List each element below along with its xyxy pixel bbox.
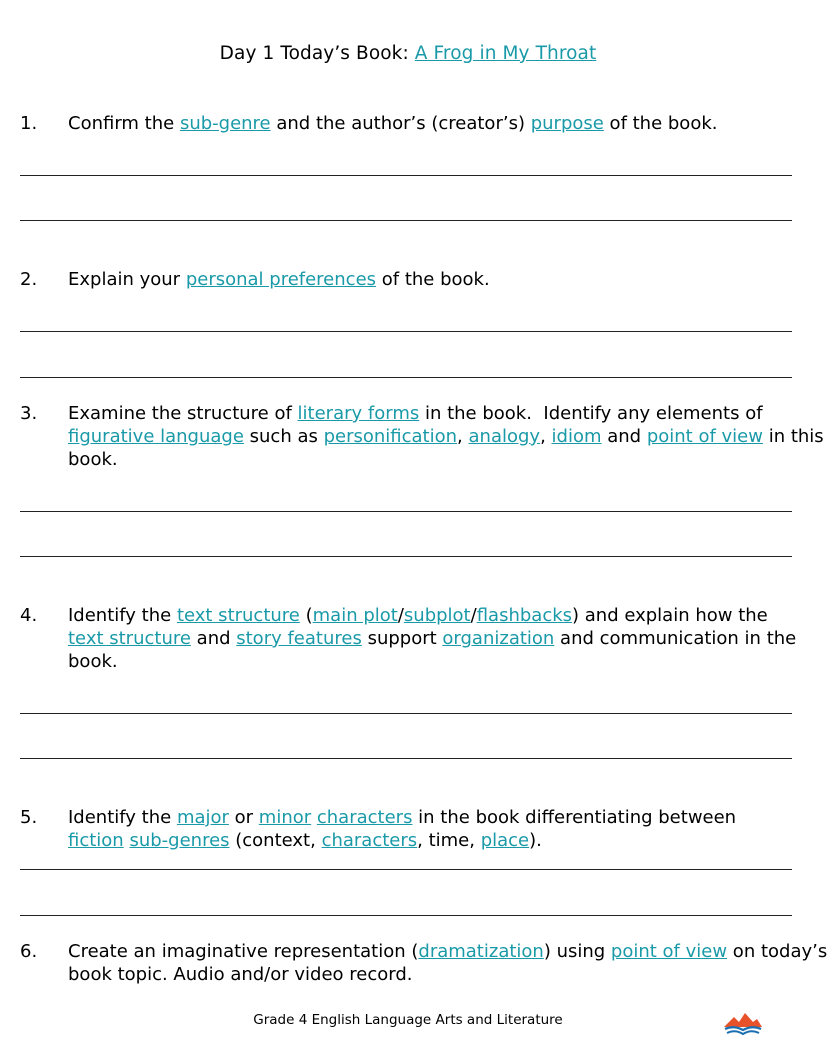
question-text-run: ) and explain how the	[572, 605, 768, 626]
question-text	[68, 402, 824, 471]
question-text-run: and	[190, 628, 237, 649]
glossary-link[interactable]: literary forms	[297, 403, 420, 424]
question-text-run: Examine the structure of	[68, 403, 298, 424]
question-text-run: on today’s	[727, 941, 827, 962]
question-text-line	[68, 425, 824, 448]
answer-line[interactable]	[20, 713, 792, 714]
question-text-run: ,	[540, 426, 552, 447]
question-text-run: in this	[762, 426, 824, 447]
question-text-run: (context,	[229, 830, 322, 851]
glossary-link[interactable]: point of view	[646, 426, 763, 447]
glossary-link[interactable]: main plot	[312, 605, 398, 626]
answer-line[interactable]	[20, 377, 792, 378]
glossary-link[interactable]: sub-genre	[179, 113, 271, 134]
question-text-run: /	[397, 605, 404, 626]
question-text-run: support	[361, 628, 443, 649]
question-text-run: in the book. Identify any elements of	[419, 403, 763, 424]
glossary-link[interactable]: organization	[442, 628, 555, 649]
answer-line[interactable]	[20, 511, 792, 512]
question-text-run: and communication in the	[554, 628, 797, 649]
question-number: 3.	[20, 403, 38, 424]
question-text	[68, 268, 800, 291]
question-text-run: Identify the	[68, 605, 177, 626]
title-prefix: Day 1 Today’s Book:	[219, 43, 415, 64]
glossary-link[interactable]: purpose	[530, 113, 604, 134]
answer-line[interactable]	[20, 331, 792, 332]
question-text-line	[68, 806, 800, 829]
answer-line[interactable]	[20, 175, 792, 176]
question-text-run: ) using	[543, 941, 611, 962]
glossary-link[interactable]: story features	[236, 628, 362, 649]
question-text-run: Confirm the	[68, 113, 180, 134]
glossary-link[interactable]: dramatization	[418, 941, 544, 962]
book-title-link[interactable]: A Frog in My Throat	[414, 43, 597, 64]
question-text-run: Create an imaginative representation (	[68, 941, 419, 962]
question-text-line	[68, 829, 800, 852]
question-text-run: and	[601, 426, 647, 447]
question-text-run: or	[228, 807, 259, 828]
question-text	[68, 940, 827, 986]
question-text	[68, 806, 800, 852]
answer-line[interactable]	[20, 758, 792, 759]
question-text-line	[68, 604, 800, 627]
glossary-link[interactable]: idiom	[551, 426, 602, 447]
page-title	[0, 43, 816, 64]
question-text	[68, 112, 800, 135]
question-text-run: book.	[68, 449, 118, 470]
question-number: 1.	[20, 113, 38, 134]
question-text-line	[68, 448, 800, 471]
question-number: 5.	[20, 807, 38, 828]
answer-line[interactable]	[20, 220, 792, 221]
glossary-link[interactable]: characters	[321, 830, 418, 851]
glossary-link[interactable]: analogy	[468, 426, 541, 447]
footer-text: Grade 4 English Language Arts and Literature	[253, 1012, 563, 1028]
glossary-link[interactable]: fiction	[68, 830, 124, 851]
question-text-run: such as	[243, 426, 324, 447]
question-text-line	[68, 963, 800, 986]
answer-line[interactable]	[20, 556, 792, 557]
question-text-run: book.	[68, 651, 118, 672]
mountain-book-logo-icon	[722, 1010, 764, 1036]
question-text-line	[68, 402, 800, 425]
question-text-line	[68, 940, 827, 963]
question-text	[68, 604, 800, 673]
question-number: 6.	[20, 941, 38, 962]
glossary-link[interactable]: characters	[316, 807, 413, 828]
question-text-run: of the book.	[376, 269, 490, 290]
question-text-run: /	[470, 605, 477, 626]
question-number: 2.	[20, 269, 38, 290]
question-text-run: ,	[457, 426, 469, 447]
question-text-run: of the book.	[603, 113, 718, 134]
question-text-run: book topic. Audio and/or video record.	[68, 964, 413, 985]
glossary-link[interactable]: text structure	[68, 628, 191, 649]
question-text-run: Identify the	[68, 807, 177, 828]
glossary-link[interactable]: flashbacks	[476, 605, 573, 626]
glossary-link[interactable]: sub-genres	[129, 830, 230, 851]
glossary-link[interactable]: text structure	[176, 605, 300, 626]
question-text-run: Explain your	[68, 269, 186, 290]
glossary-link[interactable]: major	[176, 807, 229, 828]
glossary-link[interactable]: personal preferences	[185, 269, 377, 290]
question-text-run: (	[299, 605, 313, 626]
question-number: 4.	[20, 605, 38, 626]
glossary-link[interactable]: figurative language	[68, 426, 244, 447]
question-text-run: and the author’s (creator’s)	[270, 113, 531, 134]
glossary-link[interactable]: subplot	[403, 605, 471, 626]
answer-line[interactable]	[20, 915, 792, 916]
answer-line[interactable]	[20, 869, 792, 870]
question-text-run: in the book differentiating between	[412, 807, 737, 828]
question-text-run: , time,	[417, 830, 481, 851]
glossary-link[interactable]: point of view	[610, 941, 728, 962]
question-text-run: ).	[529, 830, 542, 851]
glossary-link[interactable]: minor	[258, 807, 312, 828]
question-text-line	[68, 650, 800, 673]
glossary-link[interactable]: personification	[323, 426, 458, 447]
glossary-link[interactable]: place	[480, 830, 530, 851]
question-text-line	[68, 627, 800, 650]
